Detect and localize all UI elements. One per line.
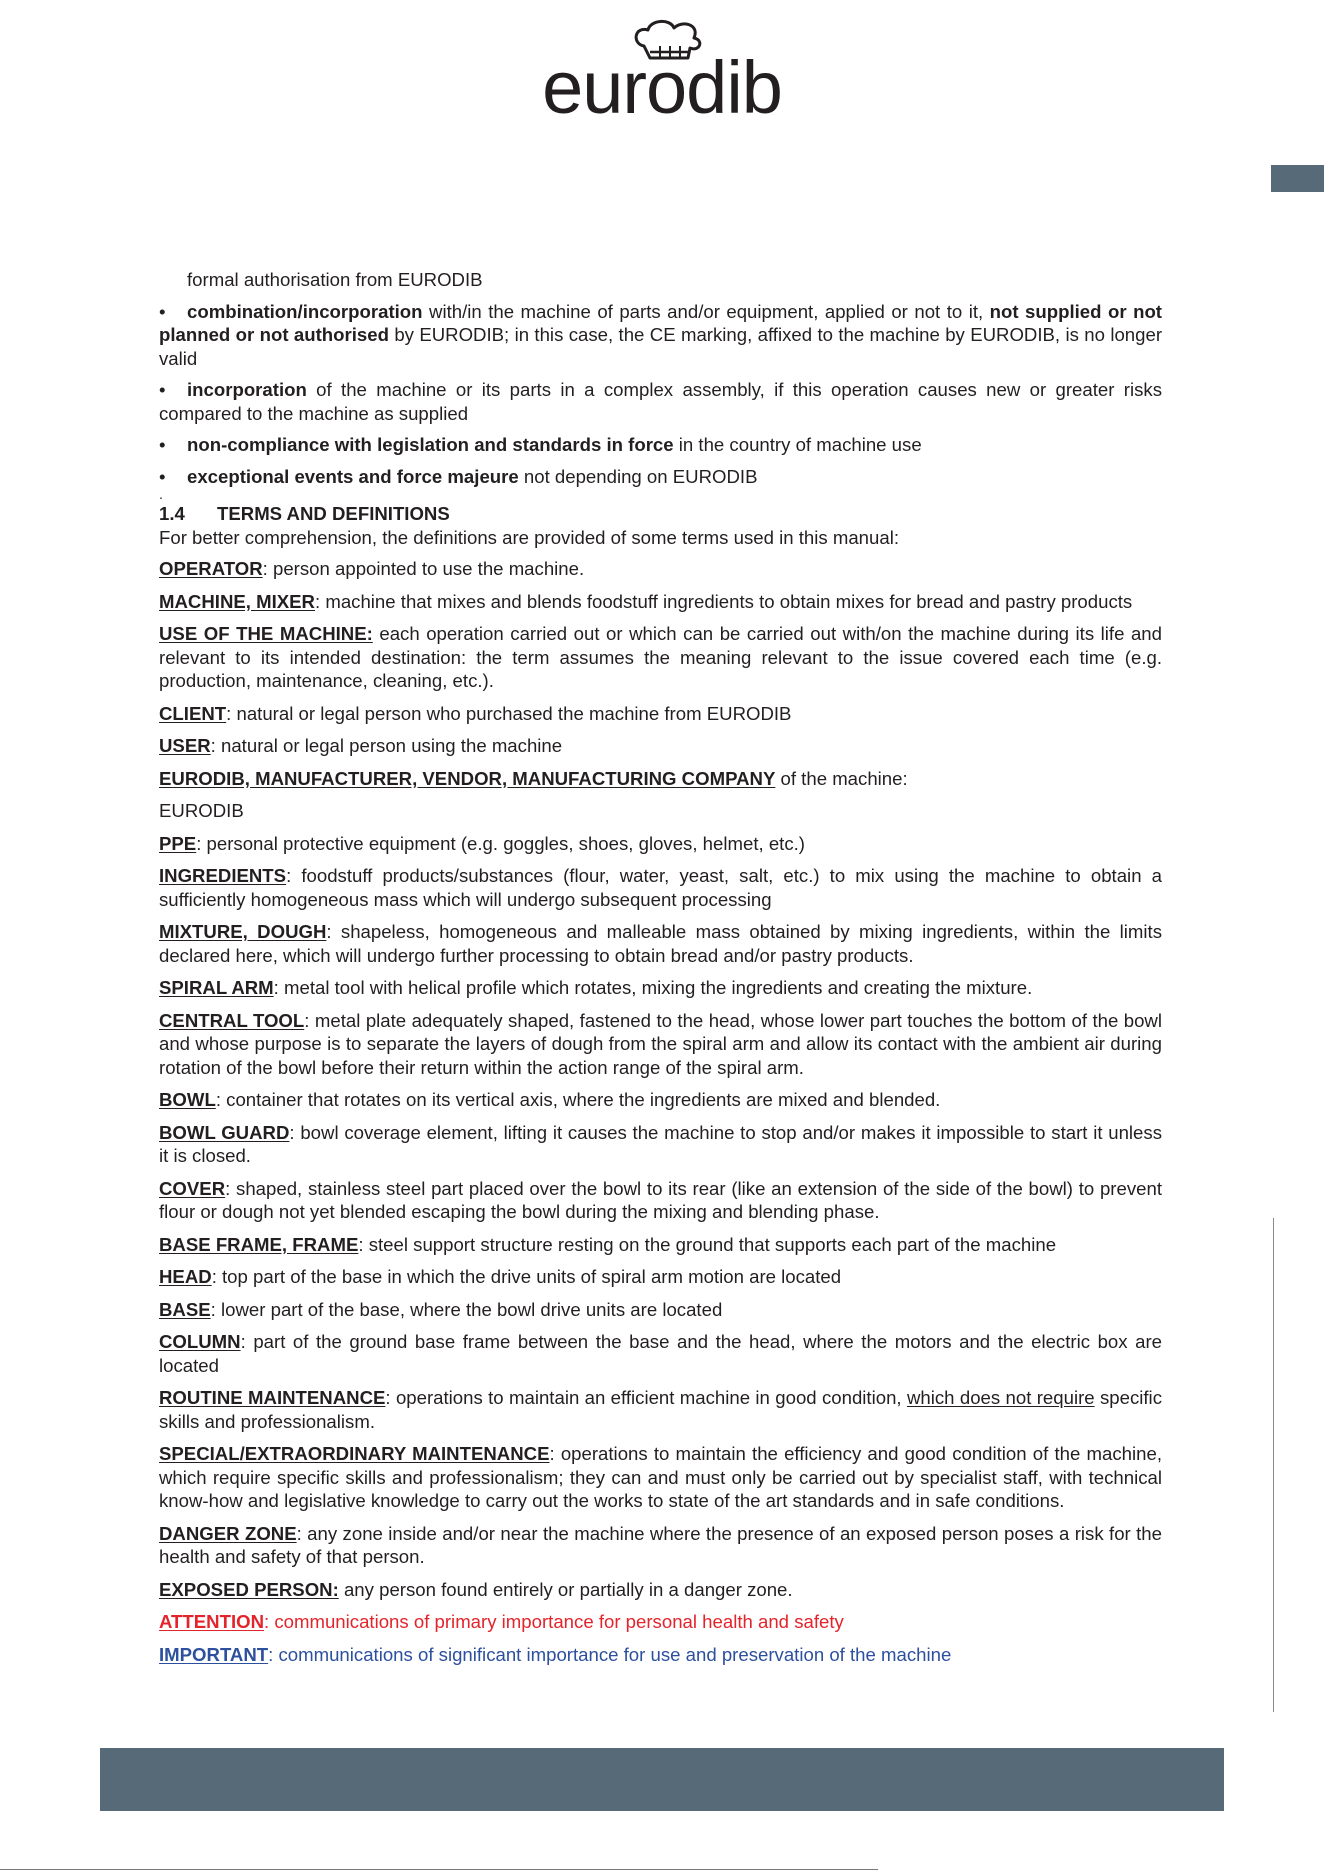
definition-item (159, 864, 1162, 911)
definition-text: : person appointed to use the machine. (262, 558, 585, 579)
definition-term: USE OF THE MACHINE: (159, 623, 373, 644)
definition-text: : machine that mixes and blends foodstuff ingredients to obtain mixes for bread and pastry products (315, 590, 1133, 612)
definition-term: OPERATOR (159, 558, 263, 579)
logo-wordmark: eurodib (542, 46, 782, 129)
definition-text: : operations to maintain an efficient machine in good condition, (385, 1387, 907, 1408)
definition-item (159, 734, 1162, 758)
definition-text: : operations to maintain the efficiency and good condition of the machine, which require specific skills and professionalism; they can and must only be carried out by specialist staff, with technical know-how and legislative knowledge to carry out the works to state of the art standards and in safe conditions. (159, 1443, 1162, 1511)
definition-item (159, 832, 1162, 856)
definition-underlined-text: which does not require (906, 1387, 1095, 1408)
bullet-item (159, 378, 1162, 425)
definition-text: of the machine: (775, 767, 908, 789)
definition-item (159, 1265, 1162, 1289)
definition-text: : bowl coverage element, lifting it causes the machine to stop and/or makes it impossible to start it unless it is closed. (159, 1121, 1162, 1166)
definition-item (159, 1009, 1162, 1080)
definition-text: : foodstuff products/substances (flour, water, yeast, salt, etc.) to mix using the machine to obtain a sufficiently homogeneous mass which will undergo subsequent processing (159, 865, 1162, 910)
definition-term: HEAD (159, 1266, 212, 1287)
definition-item (159, 976, 1162, 1000)
definition-term: ROUTINE MAINTENANCE (159, 1387, 386, 1408)
definition-item (159, 1177, 1162, 1224)
definition-term: CENTRAL TOOL (159, 1009, 305, 1031)
margin-rule (1273, 1218, 1274, 1712)
definition-term: USER (159, 735, 211, 756)
definition-text: : lower part of the base, where the bowl drive units are located (210, 1298, 723, 1320)
bullet-text: of the machine or its parts in a complex assembly, if this operation causes new or greater risks compared to the machine as supplied (159, 379, 1162, 424)
definition-item (159, 1330, 1162, 1377)
definition-term: COVER (159, 1177, 226, 1199)
definition-text: : shaped, stainless steel part placed over the bowl to its rear (like an extension of the side of the bowl) to prevent flour or dough not yet blended escaping the bowl during the mixing and blending phase. (159, 1177, 1162, 1222)
definition-item (159, 1578, 1162, 1602)
definition-text: specific skills and professionalism. (159, 1387, 1162, 1432)
definition-item (159, 622, 1162, 693)
attention-text: : communications of primary importance for personal health and safety (264, 1611, 844, 1632)
definition-text: : personal protective equipment (e.g. goggles, shoes, gloves, helmet, etc.) (196, 832, 805, 854)
important-term: IMPORTANT (159, 1643, 269, 1665)
definition-text: : shapeless, homogeneous and malleable mass obtained by mixing ingredients, within the limits declared here, which will undergo further processing to obtain bread and/or pastry products. (159, 921, 1162, 966)
side-tab-marker (1271, 165, 1324, 192)
section-title: TERMS AND DEFINITIONS (217, 503, 450, 524)
definition-term: SPECIAL/EXTRAORDINARY MAINTENANCE (159, 1443, 550, 1464)
definition-important (159, 1643, 1162, 1667)
definition-text: : steel support structure resting on the ground that supports each part of the machine (358, 1233, 1057, 1255)
definition-item (159, 767, 1162, 791)
definition-term: BOWL (159, 1089, 216, 1110)
definition-term: CLIENT (159, 702, 227, 724)
definition-term: PPE (159, 832, 197, 854)
definition-text: : any zone inside and/or near the machine where the presence of an exposed person poses a risk for the health and safety of that person. (159, 1522, 1162, 1567)
bullet-dot: • (159, 434, 166, 455)
definition-item (159, 590, 1162, 614)
document-body (159, 268, 1162, 1675)
bullet-bold: incorporation (187, 379, 307, 400)
definition-text: : natural or legal person using the machine (210, 735, 563, 756)
bullet-text: not depending on EURODIB (518, 465, 758, 487)
definition-text: : part of the ground base frame between the base and the head, where the motors and the electric box are located (159, 1331, 1162, 1376)
definition-term: MIXTURE, DOUGH (159, 921, 327, 942)
definition-term: BOWL GUARD (159, 1121, 290, 1143)
definition-text: any person found entirely or partially in a danger zone. (338, 1578, 793, 1600)
definition-item (159, 1233, 1162, 1257)
attention-term: ATTENTION (159, 1611, 265, 1632)
definition-item (159, 1298, 1162, 1322)
definition-term: EURODIB, MANUFACTURER, VENDOR, MANUFACTURING COMPANY (159, 767, 776, 789)
definition-item (159, 1522, 1162, 1569)
definition-text: : metal tool with helical profile which rotates, mixing the ingredients and creating the mixture. (273, 977, 1033, 998)
definition-text: : metal plate adequately shaped, fastened to the head, whose lower part touches the bottom of the bowl and whose purpose is to separate the layers of dough from the spiral arm and allow its contact with the ambient air during rotation of the bowl before their return within the action range of the spiral arm. (159, 1009, 1162, 1078)
list-continuation: formal authorisation from EURODIB (187, 269, 483, 290)
bullet-item (159, 465, 1162, 489)
definition-term: BASE (159, 1298, 211, 1320)
bullet-bold: combination/incorporation (187, 300, 423, 322)
definition-item (159, 1121, 1162, 1168)
definition-item (159, 557, 1162, 581)
definition-term: COLUMN (159, 1331, 241, 1352)
section-number: 1.4 (159, 503, 185, 524)
bullet-text: by EURODIB; in this case, the CE marking, affixed to the machine by EURODIB, is no longer valid (159, 324, 1163, 369)
definition-text: EURODIB (159, 800, 244, 821)
definitions-list (159, 557, 1162, 1377)
definition-text: : top part of the base in which the drive units of spiral arm motion are located (211, 1266, 842, 1287)
bullet-dot: • (159, 465, 166, 487)
definition-text: : container that rotates on its vertical axis, where the ingredients are mixed and blended. (215, 1089, 941, 1110)
bullet-dot: • (159, 379, 166, 400)
definitions-list-2 (159, 1442, 1162, 1601)
bullet-item (159, 300, 1162, 371)
footer-band (100, 1748, 1224, 1811)
definition-item (159, 1442, 1162, 1513)
definition-text: : natural or legal person who purchased the machine from EURODIB (226, 702, 792, 724)
important-text: : communications of significant importance for use and preservation of the machine (268, 1643, 952, 1665)
definition-routine-maintenance (159, 1386, 1162, 1433)
definition-item (159, 920, 1162, 967)
definition-item (159, 1088, 1162, 1112)
section-intro: For better comprehension, the definitions are provided of some terms used in this manual: (159, 526, 900, 548)
eurodib-logo (512, 18, 812, 129)
definition-term: SPIRAL ARM (159, 977, 274, 998)
stray-dot: . (159, 486, 163, 502)
bullet-text: in the country of machine use (673, 434, 922, 455)
definition-attention (159, 1610, 1162, 1634)
bullet-bold: non-compliance with legislation and standards in force (187, 434, 674, 455)
definition-term: BASE FRAME, FRAME (159, 1233, 359, 1255)
bottom-rule (0, 1869, 878, 1870)
bullet-dot: • (159, 300, 166, 322)
definition-text: each operation carried out or which can be carried out with/on the machine during its life and relevant to its intended destination: the term assumes the meaning relevant to the issue covered each time (e.g. production, maintenance, cleaning, etc.). (159, 623, 1162, 691)
bullet-text: with/in the machine of parts and/or equipment, applied or not to it, (422, 300, 990, 322)
definition-term: EXPOSED PERSON: (159, 1578, 339, 1600)
bullet-item (159, 433, 1162, 457)
bullet-bold: exceptional events and force majeure (187, 465, 519, 487)
definition-term: MACHINE, MIXER (159, 590, 315, 612)
definition-item (159, 799, 1162, 823)
definition-item (159, 702, 1162, 726)
definition-term: INGREDIENTS (159, 865, 287, 886)
section-heading (159, 502, 1162, 526)
bullet-bold: not supplied or not planned or not authorised (159, 300, 1162, 345)
definition-term: DANGER ZONE (159, 1522, 297, 1544)
